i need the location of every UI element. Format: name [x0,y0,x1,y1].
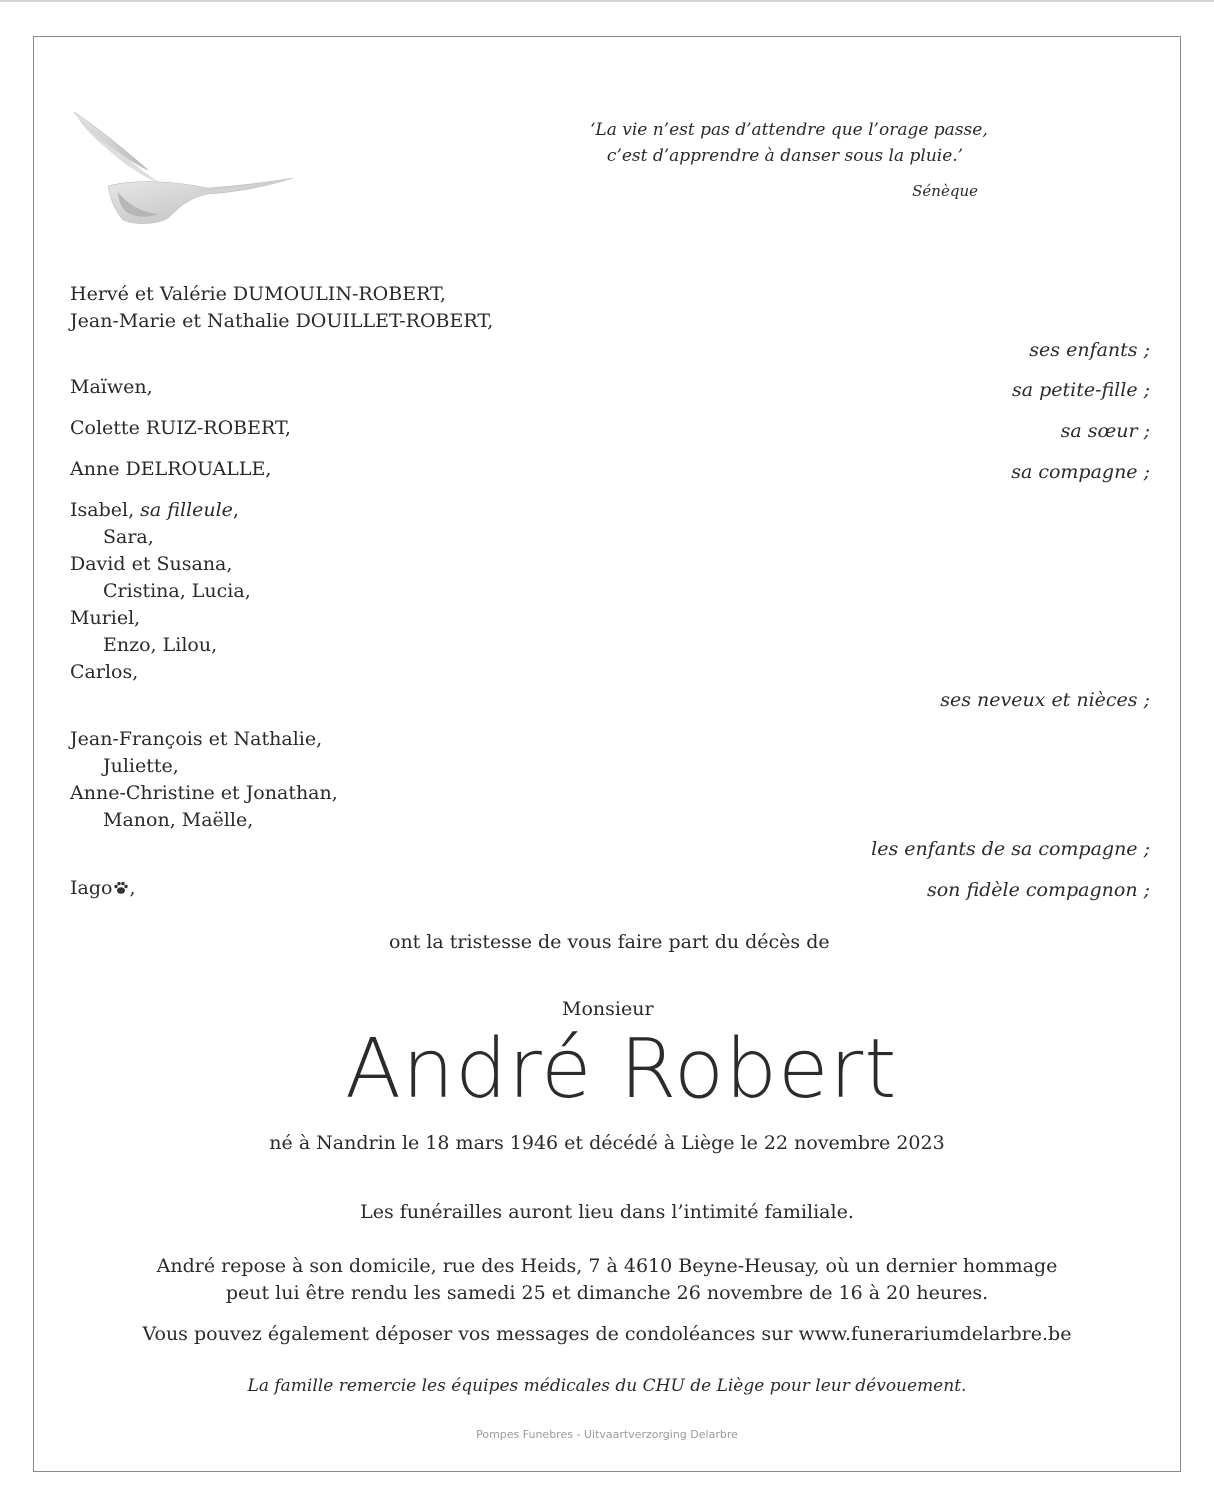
nephew-line: Cristina, Lucia, [103,580,251,602]
children-role: ses enfants ; [1029,339,1150,361]
goddaughter-note: sa filleule [140,499,233,521]
nephew-isabel: Isabel, sa filleule, [70,499,239,521]
quote-author: Sénèque [912,182,978,200]
nephew-line: Sara, [103,526,154,548]
companion-children-block [70,726,338,834]
quote-line-2: c’est d’apprendre à danser sous la pluie.’ [606,146,964,166]
condolences-text: Vous pouvez également déposer vos messages de condoléances sur www.funerariumdelarbre.be [142,1323,1072,1345]
quote-line-1: ‘La vie n’est pas d’attendre que l’orage passe, [590,120,988,140]
paw-print-icon [113,881,129,895]
rest-line-1: André repose à son domicile, rue des Heids, 7 à 4610 Beyne-Heusay, où un dernier hommage [156,1255,1058,1277]
funeral-text: Les funérailles auront lieu dans l’intimité familiale. [360,1201,854,1223]
deceased-name: André Robert [345,1022,898,1117]
nephew-line: Carlos, [70,661,139,683]
granddaughter-role: sa petite-fille ; [1011,379,1150,401]
announcement-text: ont la tristesse de vous faire part du décès de [389,931,830,953]
granddaughter-name: Maïwen, [70,376,153,398]
children-line-2: Jean-Marie et Nathalie DOUILLET-ROBERT, [70,310,494,332]
top-edge-line [0,0,1214,2]
pet-name: Iago , [70,877,136,899]
sister-name: Colette RUIZ-ROBERT, [70,417,291,439]
nephews-role: ses neveux et nièces ; [940,689,1150,711]
children-line-1: Hervé et Valérie DUMOULIN-ROBERT, [70,283,446,305]
dates-text: né à Nandrin le 18 mars 1946 et décédé à Liège le 22 novembre 2023 [269,1132,945,1154]
sister-role: sa sœur ; [1060,420,1150,442]
nephew-line: David et Susana, [70,553,233,575]
companion-child-line: Juliette, [103,755,179,777]
footer-text: Pompes Funebres - Uitvaartverzorging Delarbre [476,1428,738,1441]
companion-children-role: les enfants de sa compagne ; [871,838,1150,860]
rest-line-2: peut lui être rendu les samedi 25 et dimanche 26 novembre de 16 à 20 heures. [225,1282,989,1304]
pet-role: son fidèle compagnon ; [926,879,1150,901]
nephew-line: Muriel, [70,607,141,629]
nephews-block [70,497,251,686]
companion-child-line: Manon, Maëlle, [103,809,254,831]
companion-role: sa compagne ; [1011,461,1150,483]
companion-child-line: Jean-François et Nathalie, [70,728,323,750]
companion-name: Anne DELROUALLE, [70,458,272,480]
nephew-line: Enzo, Lilou, [103,634,218,656]
title-text: Monsieur [562,998,654,1020]
dove-icon [68,108,298,230]
companion-child-line: Anne-Christine et Jonathan, [70,782,338,804]
thanks-text: La famille remercie les équipes médicales du CHU de Liège pour leur dévouement. [247,1376,967,1396]
